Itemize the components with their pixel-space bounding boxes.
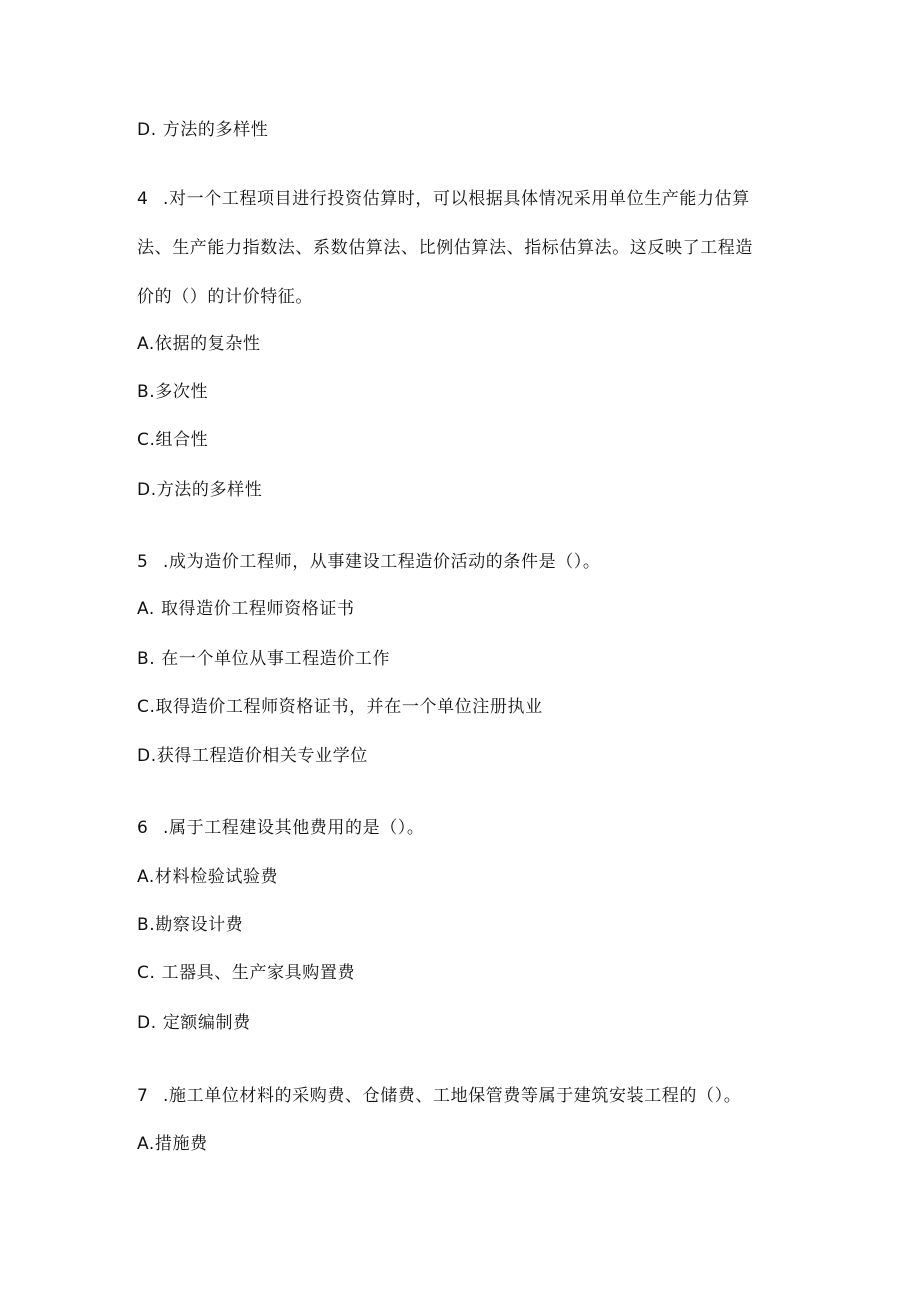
q4-stem-line-3: 价的（）的计价特征。 <box>137 287 313 307</box>
q5-option-d: D.获得工程造价相关专业学位 <box>137 746 368 766</box>
q7-stem <box>137 1085 741 1107</box>
q3-option-d: D. 方法的多样性 <box>137 120 269 140</box>
q6-option-d: D. 定额编制费 <box>137 1013 251 1033</box>
q7-stem-text: .施工单位材料的采购费、仓储费、工地保管费等属于建筑安装工程的（）。 <box>163 1086 742 1106</box>
q5-number: 5 <box>137 552 149 572</box>
q4-stem-line-2: 法、生产能力指数法、系数估算法、比例估算法、指标估算法。这反映了工程造 <box>137 238 753 258</box>
q7-option-a: A.措施费 <box>137 1134 208 1154</box>
q4-option-a: A.依据的复杂性 <box>137 334 261 354</box>
q4-option-c: C.组合性 <box>137 430 209 450</box>
q4-option-d: D.方法的多样性 <box>137 480 263 500</box>
q5-stem <box>137 551 601 573</box>
q5-option-a: A. 取得造价工程师资格证书 <box>137 599 355 619</box>
q7-number: 7 <box>137 1086 149 1106</box>
q4-number: 4 <box>137 189 149 209</box>
q4-stem-text: .对一个工程项目进行投资估算时，可以根据具体情况采用单位生产能力估算 <box>163 189 750 209</box>
q5-option-c: C.取得造价工程师资格证书，并在一个单位注册执业 <box>137 697 543 717</box>
q6-option-b: B.勘察设计费 <box>137 915 244 935</box>
q6-option-c: C. 工器具、生产家具购置费 <box>137 963 356 983</box>
q6-stem-text: .属于工程建设其他费用的是（）。 <box>163 818 425 838</box>
q6-number: 6 <box>137 818 149 838</box>
q6-stem <box>137 817 425 839</box>
q4-option-b: B.多次性 <box>137 382 209 402</box>
q5-option-b: B. 在一个单位从事工程造价工作 <box>137 649 391 669</box>
q4-stem <box>137 188 750 210</box>
q5-stem-text: .成为造价工程师，从事建设工程造价活动的条件是（）。 <box>163 552 601 572</box>
q6-option-a: A.材料检验试验费 <box>137 867 279 887</box>
